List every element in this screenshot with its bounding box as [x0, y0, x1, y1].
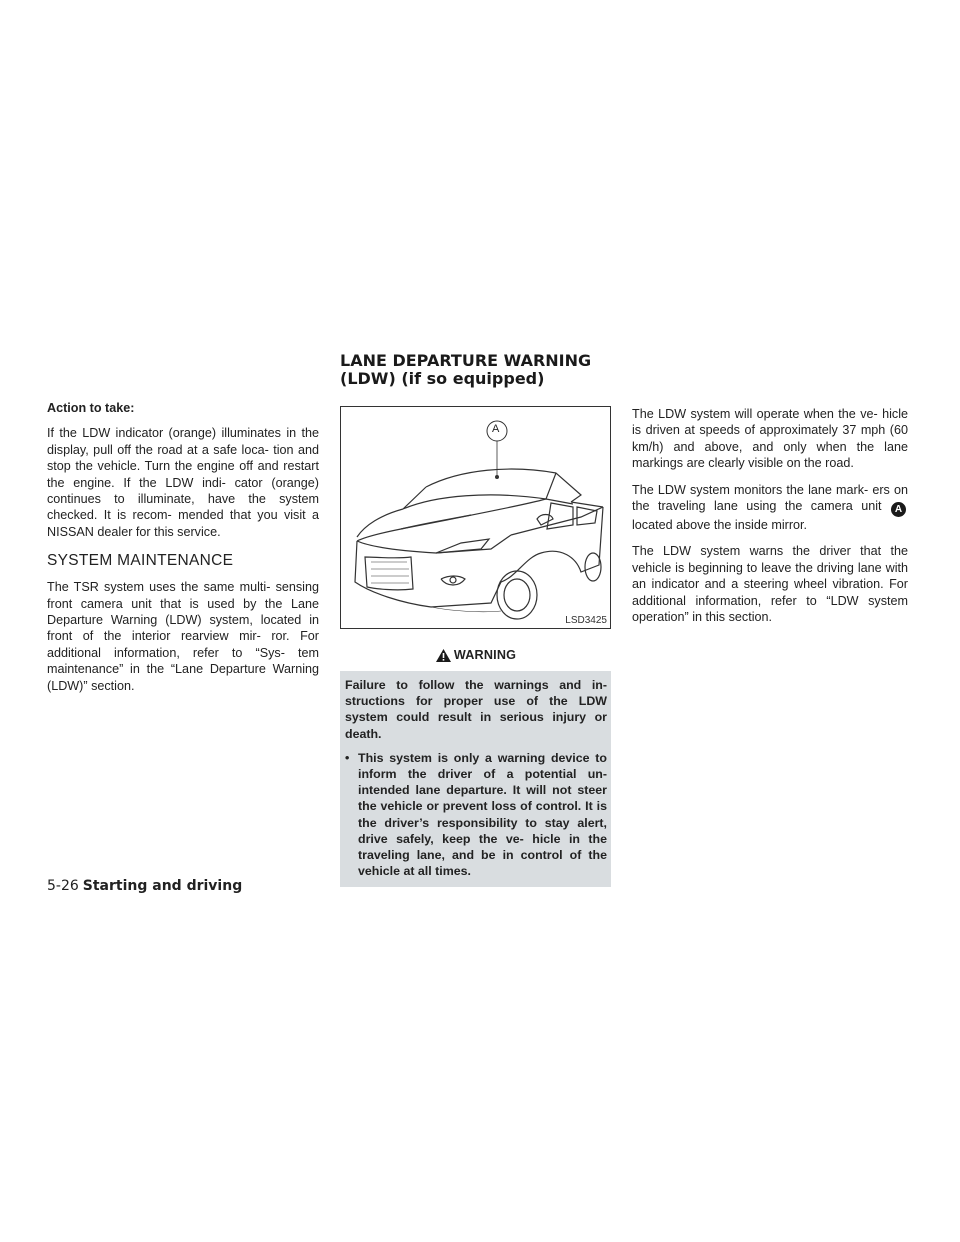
page-footer [47, 878, 242, 894]
maintenance-heading: SYSTEM MAINTENANCE [47, 552, 234, 570]
camera-paragraph [632, 482, 908, 534]
warning-header [340, 639, 611, 671]
page-number: 5-26 [47, 878, 79, 894]
bullet-symbol: • [345, 750, 350, 765]
camera-paragraph-text-b: located above the inside mirror. [632, 518, 808, 533]
camera-paragraph-text-a: The LDW system monitors the lane mark- ers on the traveling lane using the camera unit [632, 482, 908, 514]
warning-bullet-text: This system is only a warning device to inform the driver of a potential un- intended lane departure. It will not steer the vehicle or prevent loss of control. It is the driver’s responsibility to stay alert, drive safely, keep the ve- hicle in the traveling lane, and be in control of the vehicle at all times. [358, 750, 607, 879]
warning-box [340, 639, 611, 887]
action-paragraph: If the LDW indicator (orange) illuminates in the display, pull off the road at a safe loca- tion and stop the vehicle. Turn the engine off and restart the engine. If the LDW indi- cator (orange) continues to illuminate, have the system checked. It is recom- mended that you visit a NISSAN dealer for this service. [47, 426, 319, 539]
callout-label-a: A [492, 423, 500, 435]
warning-method-paragraph: The LDW system warns the driver that the vehicle is beginning to leave the driving lane with an indicator and a steering wheel vibration. For additional information, refer to “LDW system operation” in this section. [632, 544, 908, 625]
chapter-title: Starting and driving [82, 878, 243, 894]
action-heading: Action to take: [47, 401, 135, 415]
car-illustration [341, 407, 610, 628]
maintenance-paragraph: The TSR system uses the same multi- sensing front camera unit that is used by the Lane Departure Warning (LDW) system, located in front of the interior rearview mir- ror. For additional information, refer to “Sys- tem maintenance” in the “Lane Departure Warning (LDW)” section. [47, 580, 319, 693]
warning-bullet [345, 750, 607, 880]
callout-marker-a: A [891, 502, 906, 517]
left-column [47, 400, 319, 704]
operation-speed-paragraph: The LDW system will operate when the ve- hicle is driven at speeds of approximately 37 mph (60 km/h) and above, and only when the lane markings are clearly visible on the road. [632, 407, 908, 471]
middle-column [340, 406, 611, 887]
warning-title: WARNING [453, 648, 517, 662]
right-column [632, 406, 908, 635]
car-camera-figure [340, 406, 611, 629]
warning-body [340, 671, 611, 879]
warning-triangle-icon [435, 648, 452, 663]
figure-id: LSD3425 [565, 615, 607, 626]
warning-paragraph: Failure to follow the warnings and in- structions for proper use of the LDW system could result in serious injury or death. [345, 678, 607, 741]
section-heading: LANE DEPARTURE WARNING (LDW) (if so equipped) [340, 351, 592, 388]
